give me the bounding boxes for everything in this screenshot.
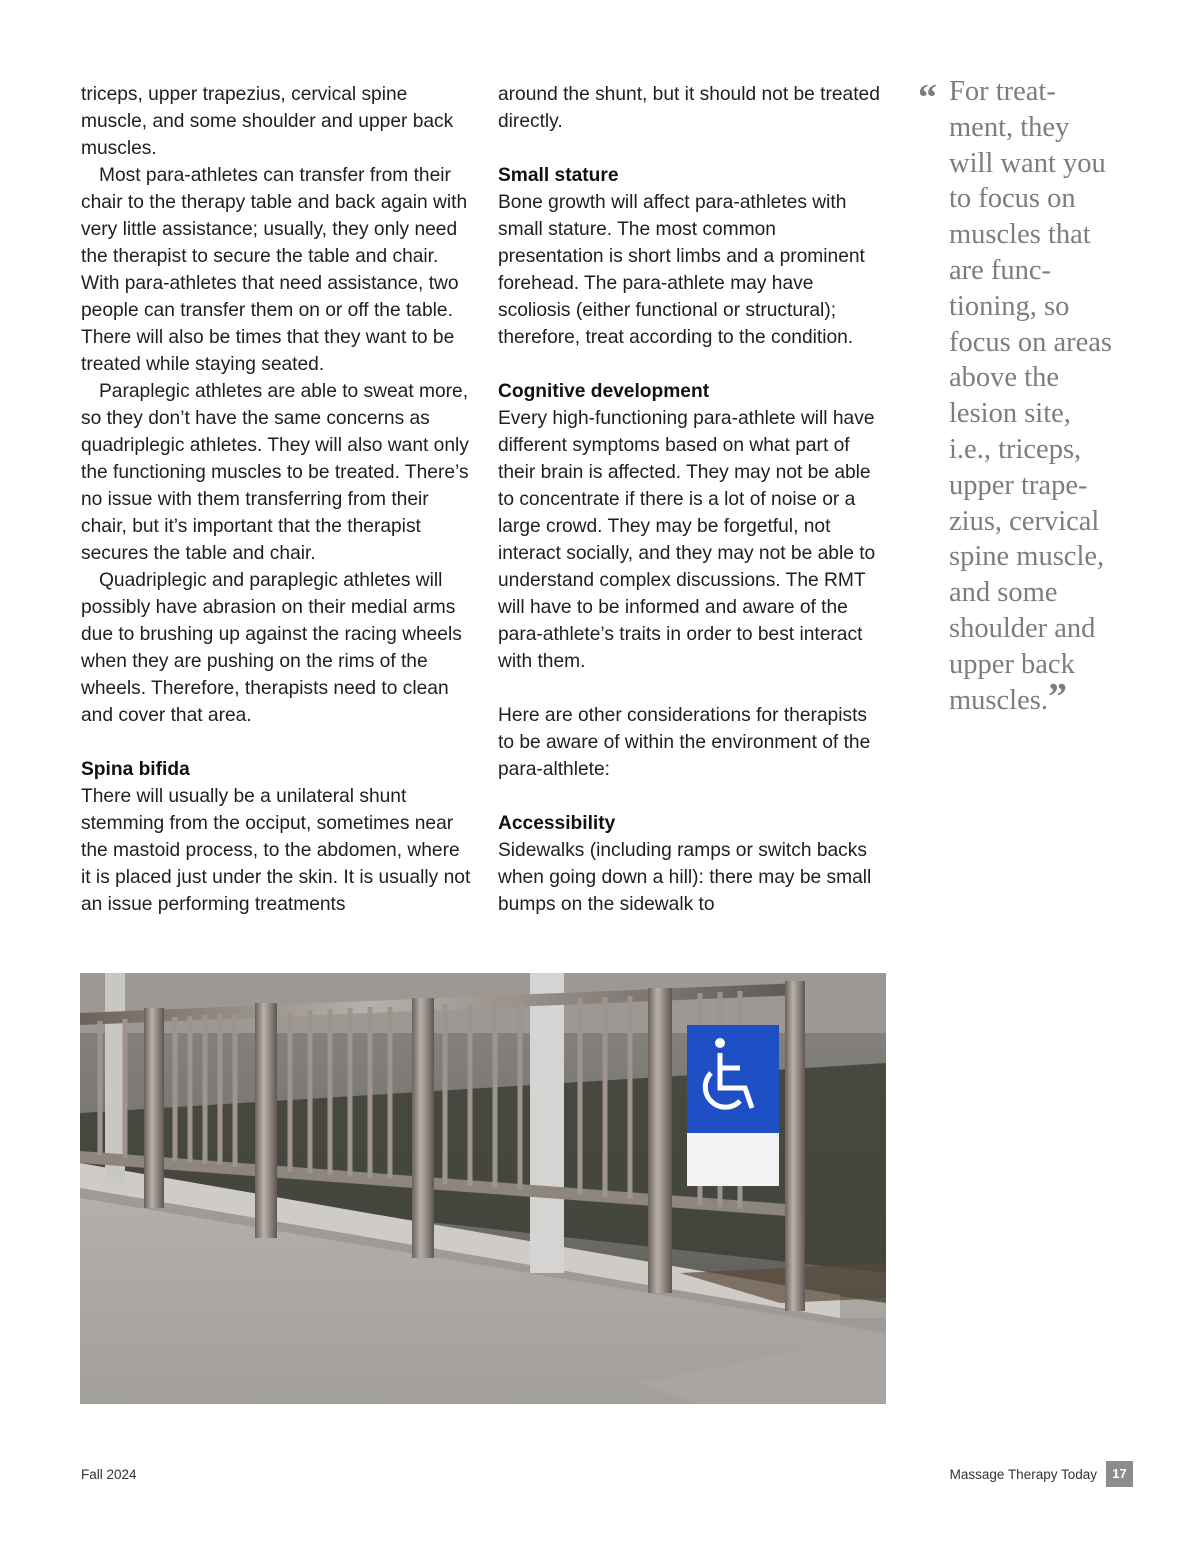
paragraph: Paraplegic athletes are able to sweat more, so they don’t have the same concerns as quadriplegic athletes. They will also want only the functioning muscles to be treated. There’s no issue with them transferring from their chair, but it’s important that the therapist secures the table and chair. <box>81 381 469 564</box>
close-quote-mark: ” <box>1047 675 1067 718</box>
paragraph: Bone growth will affect para-athletes with small stature. The most common presentation is short limbs and a prominent forehead. The para-athlete may have scoliosis (either functional or structural); therefore, treat according to the condition. <box>498 192 865 348</box>
issue-label: Fall 2024 <box>81 1467 137 1482</box>
accessible-ramp-railing-photo <box>80 973 886 1404</box>
paragraph: Sidewalks (including ramps or switch backs when going down a hill): there may be small bumps on the sidewalk to <box>498 840 872 915</box>
paragraph: around the shunt, but it should not be treated directly. <box>498 84 880 132</box>
paragraph: Every high-functioning para-athlete will have different symptoms based on what part of their brain is affected. They may not be able to concentrate if there is a lot of noise or a large crowd. They may be forgetful, not interact socially, and they may not be able to understand complex discussions. The RMT will have to be informed and aware of the para-athlete’s traits in order to best interact with them. <box>498 408 876 672</box>
magazine-name: Massage Therapy Today <box>949 1467 1097 1482</box>
page-number: 17 <box>1106 1461 1133 1487</box>
section-heading-small-stature: Small stature <box>498 165 619 186</box>
paragraph: There will usually be a unilateral shunt stemming from the occiput, sometimes near the mastoid process, to the abdomen, where it is placed just under the skin. It is usually not an issue performing treatments <box>81 786 471 915</box>
pull-quote: “ For treat-ment, they will want you to focus on muscles that are func-tioning, so focus on areas above the lesion site, i.e., triceps, upper trape-zius, cervical spine muscle, and some shoulder and upper back muscles.” <box>918 76 1113 718</box>
paragraph: Quadriplegic and paraplegic athletes will possibly have abrasion on their medial arms due to brushing up against the racing wheels when they are pushing on the rims of the wheels. Therefore, therapists need to clean and cover that area. <box>81 570 462 726</box>
text-column-left <box>81 81 471 918</box>
paragraph: Here are other considerations for therapists to be aware of within the environment of the para-althlete: <box>498 705 871 780</box>
text-column-middle <box>498 81 883 918</box>
section-heading-cognitive-development: Cognitive development <box>498 381 710 402</box>
section-heading-spina-bifida: Spina bifida <box>81 759 190 780</box>
pull-quote-text: For treat-ment, they will want you to focus on muscles that are func-tioning, so focus on areas above the lesion site, i.e., triceps, upper trape-zius, cervical spine muscle, and some shoulder and upper back muscles. <box>949 76 1113 716</box>
paragraph: Most para-athletes can transfer from their chair to the therapy table and back again with very little assistance; usually, they only need the therapist to secure the table and chair. With para-athletes that need assistance, two people can transfer them on or off the table. There will also be times that they want to be treated while staying seated. <box>81 165 468 375</box>
section-heading-accessibility: Accessibility <box>498 813 616 834</box>
paragraph: triceps, upper trapezius, cervical spine muscle, and some shoulder and upper back muscles. <box>81 84 454 159</box>
